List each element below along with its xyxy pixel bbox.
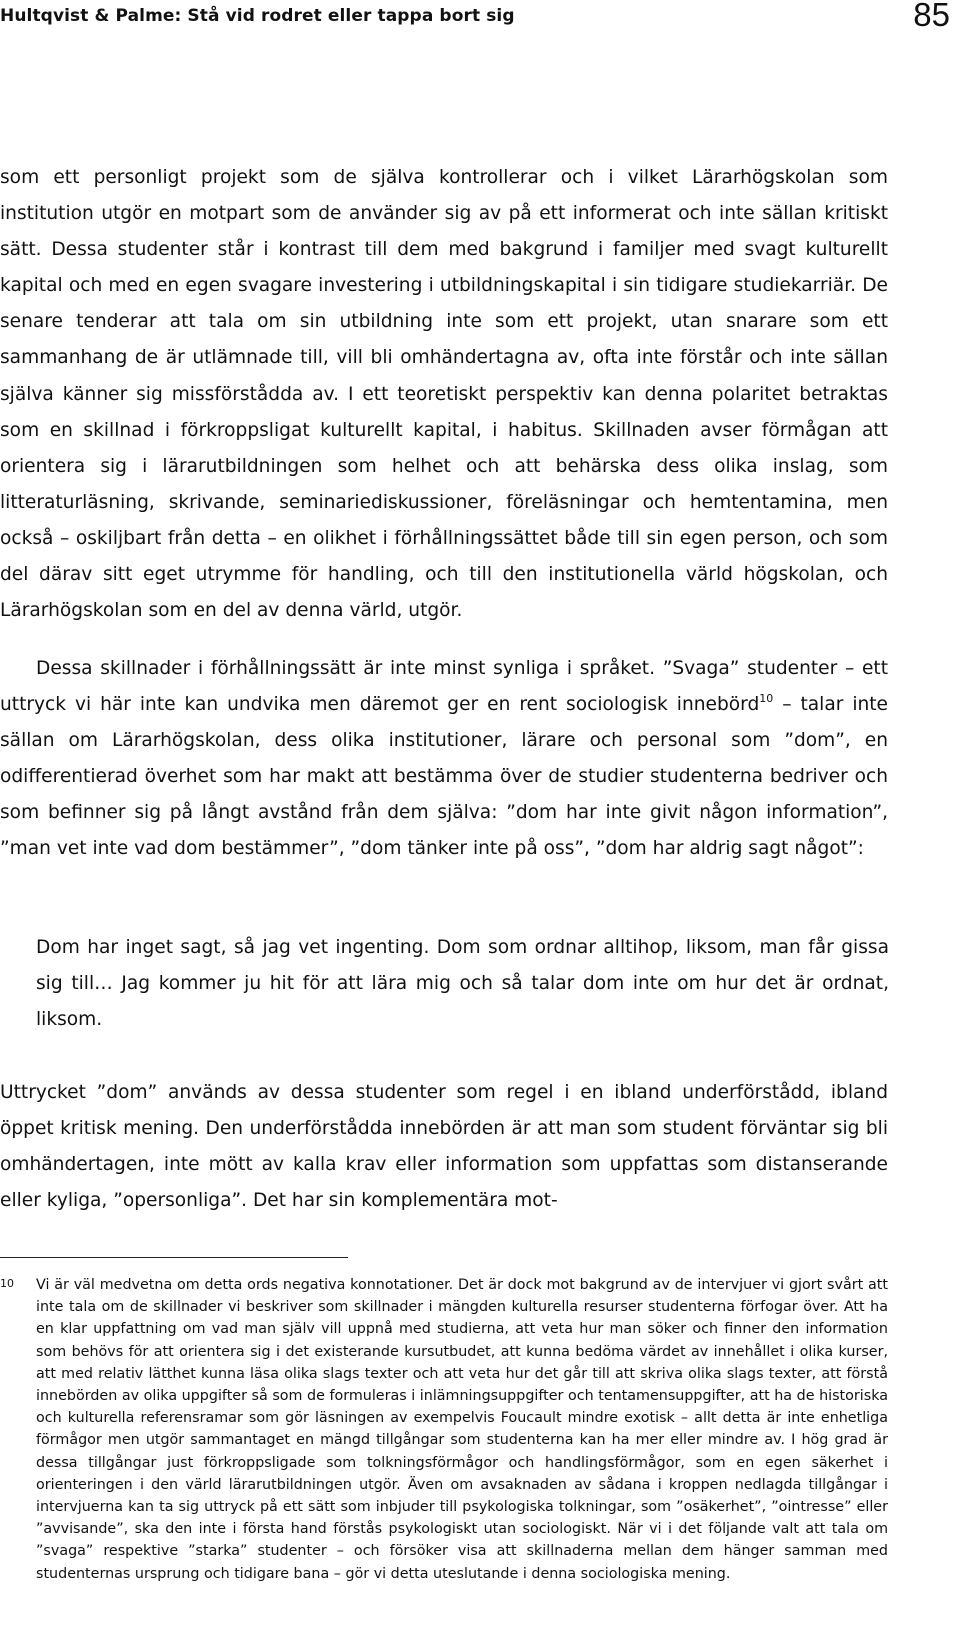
footnote-text: Vi är väl medvetna om detta ords negativa konnotationer. Det är dock mot bakgrund av de intervjuer vi gjort svårt att inte tala om de skillnader vi beskriver som skillnader i mängden kulturella resurser studenterna förfogar över. Att ha en klar uppfattning om vad man själv vill uppnå med studierna, att veta hur man söker och finner den information som behövs för att orientera sig i det existerande kursutbudet, att kunna bedöma värdet av innehållet i olika kurser, att med relativ lätthet kunna läsa olika slags texter och att veta hur det går till att skriva olika slags texter, att förstå innebörden av olika uppgifter så som de formuleras i inlämningsuppgifter och tentamensuppgifter, att ha de historiska och kulturella referensramar som gör läsningen av exempelvis Foucault mindre exotisk – allt detta är inte enhetliga förmågor men utgör sammantaget en mängd tillgångar som studenterna kan ha mer eller mindre av. I hög grad är dessa tillgångar just förkroppsligade som tolkningsförmågor och handlingsförmågor, som en egen säkerhet i orienteringen i den värld lärarutbildningen utgör. Även om avsaknaden av sådana i kroppen nedlagda tillgångar i intervjuerna kan ta sig uttryck på ett sätt som inbjuder till psykologiska tolkningar, som ”osäkerhet”, ”ointresse” eller ”avvisande”, ska den inte i första hand förstås psykologiskt utan sociologiskt. När vi i det följande valt att tala om ”svaga” respektive ”starka” studenter – och försöker visa att skillnaderna mellan dem hänger samman med studenternas ursprung och tidigare bana – gör vi detta uteslutande i denna sociologiska mening. (36, 1277, 888, 1582)
page-number: 85 (913, 0, 950, 33)
paragraph-text: Uttrycket ”dom” används av dessa studenter som regel i en ibland underförstådd, ibland öppet kritisk mening. Den underförstådda innebörden är att man som student förväntar sig bli omhändertagen, inte mött av kalla krav eller information som uppfattas som distanserande eller kyliga, ”opersonliga”. Det har sin komplementära mot- (0, 1082, 888, 1212)
footnote-number: 10 (0, 1277, 14, 1290)
page-header (0, 0, 960, 33)
body-paragraph-1 (0, 160, 888, 629)
body-paragraph-3 (0, 1075, 888, 1219)
footnote-reference[interactable]: 10 (759, 692, 774, 706)
paragraph-text-part: – talar inte sällan om Lärarhögskolan, dess olika institutioner, lärare och personal som ”dom”, en odifferentierad överhet som har makt att bestämma över de studier studenterna bedriver och som befinner sig på långt avstånd från dem själva: ”dom har inte givit någon information”, ”man vet inte vad dom bestämmer”, ”dom tänker inte på oss”, ”dom har aldrig sagt något”: (0, 694, 888, 860)
paragraph-text-part: Dessa skillnader i förhållningssätt är inte minst synliga i språket. ”Svaga” studenter – ett uttryck vi här inte kan undvika men däremot ger en rent sociologisk innebörd (0, 658, 888, 716)
footnote-divider (0, 1257, 348, 1258)
paragraph-text (0, 651, 888, 868)
paragraph-text: som ett personligt projekt som de själva kontrollerar och i vilket Lärarhögskolan som institution utgör en motpart som de använder sig av på ett informerat och inte sällan kritiskt sätt. Dessa studenter står i kontrast till dem med bakgrund i familjer med svagt kulturellt kapital och med en egen svagare investering i utbildningskapital i sin tidigare studiekarriär. De senare tenderar att tala om sin utbildning inte som ett projekt, utan snarare som ett sammanhang de är utlämnade till, vill bli omhändertagna av, ofta inte förstår och inte sällan själva känner sig missförstådda av. I ett teoretiskt perspektiv kan denna polaritet betraktas som en skillnad i förkroppsligat kulturellt kapital, i habitus. Skillnaden avser förmågan att orientera sig i lärarutbildningen som helhet och att behärska dess olika inslag, som litteraturläsning, skrivande, seminariediskussioner, föreläsningar och hemtentamina, men också – oskiljbart från detta – en olikhet i förhållningssättet både till sin egen person, och som del därav sitt eget utrymme för handling, och till den institutionella värld högskolan, och Lärarhögskolan som en del av denna värld, utgör. (0, 167, 888, 622)
block-quote: Dom har inget sagt, så jag vet ingenting. Dom som ordnar alltihop, liksom, man får gissa sig till… Jag kommer ju hit för att lära mig och så talar dom inte om hur det är ordnat, liksom. (36, 937, 889, 1031)
running-title: Hultqvist & Palme: Stå vid rodret eller tappa bort sig (0, 6, 515, 26)
body-paragraph-2 (0, 651, 888, 868)
